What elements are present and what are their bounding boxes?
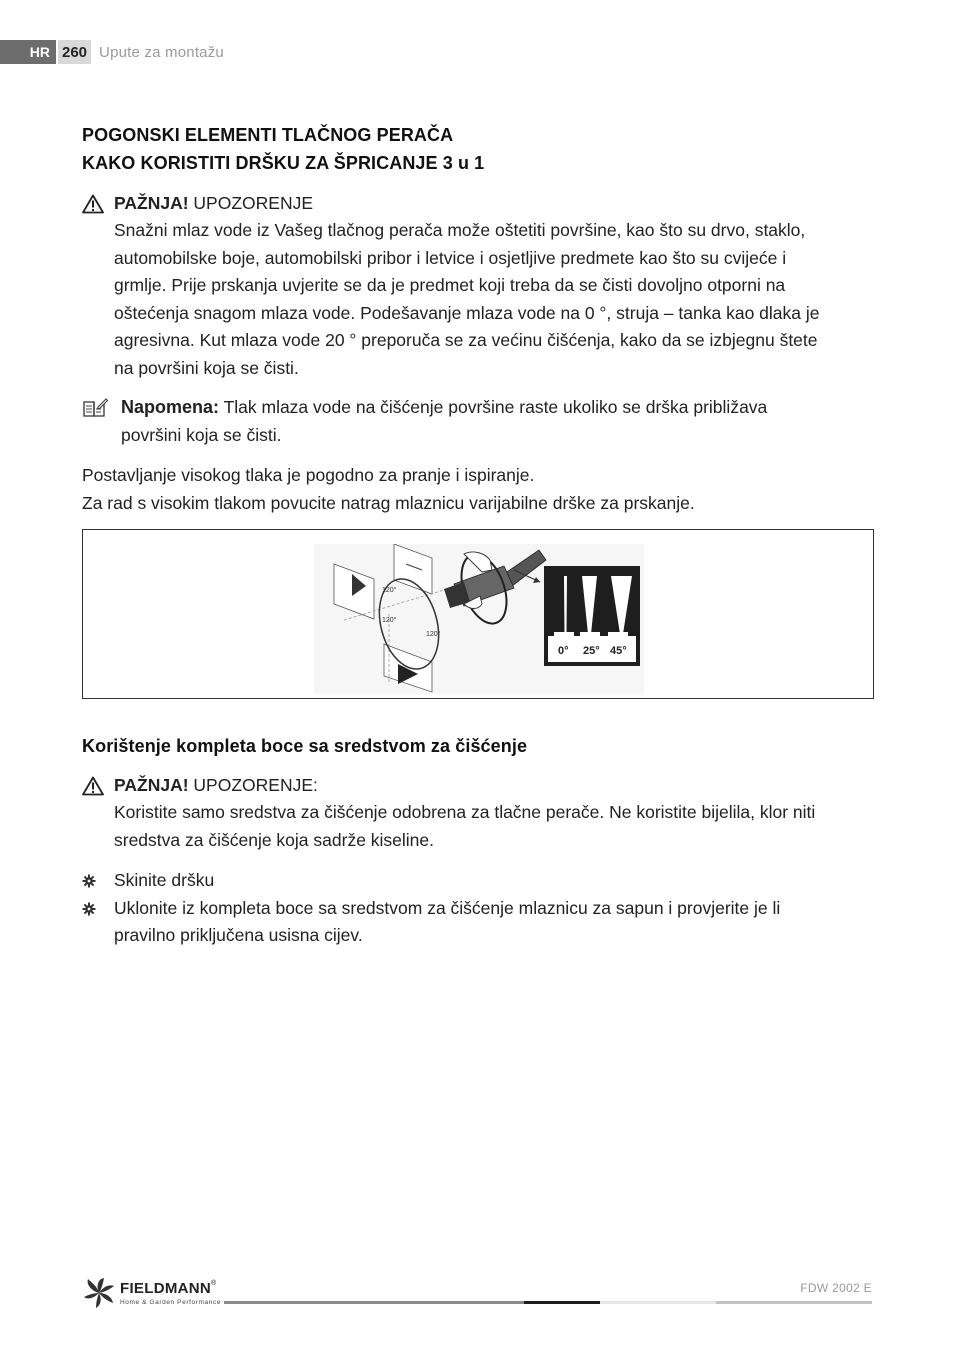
- warning-label: PAŽNJA!: [114, 192, 189, 213]
- angle-label-3: 120°: [426, 631, 441, 638]
- nozzle-illustration: [314, 544, 644, 694]
- section-2-title: Korištenje kompleta boce sa sredstvom za čišćenje: [82, 736, 528, 756]
- steps-list: [82, 867, 874, 950]
- fieldmann-logo: [82, 1277, 221, 1309]
- warning-line: Koristite samo sredstva za čišćenje odobrena za tlačne perače. Ne koristite bijelila, klor niti: [114, 802, 816, 822]
- footer-divider: [224, 1301, 524, 1304]
- footer-divider-accent: [524, 1301, 600, 1304]
- swirl-logo-icon: [82, 1277, 116, 1309]
- gear-bullet-icon: [82, 874, 96, 888]
- list-item: [82, 895, 874, 950]
- note-text-line-2: površini koja se čisti.: [121, 424, 282, 445]
- warning-line: automobilske boje, automobilski pribor i letvice i osjetljive predmete kao što su cvijeće i: [114, 247, 787, 268]
- step-text: pravilno priključena usisna cijev.: [114, 925, 363, 945]
- pressure-instructions: [82, 462, 874, 517]
- brand-tagline: Home & Garden Performance: [120, 1298, 221, 1306]
- spray-angle-45: 45°: [610, 645, 627, 657]
- model-number: FDW 2002 E: [800, 1281, 872, 1295]
- spray-nozzle-figure: [82, 529, 874, 699]
- open-book-note-icon: [82, 398, 108, 418]
- angle-label-2: 120°: [382, 617, 397, 624]
- footer-divider-end: [716, 1301, 872, 1304]
- warning-line: Snažni mlaz vode iz Vašeg tlačnog perača može oštetiti površine, kao što su drvo, staklo,: [114, 220, 806, 240]
- warning-title: UPOZORENJE:: [193, 774, 318, 795]
- warning-label: PAŽNJA!: [114, 774, 189, 795]
- list-item: [82, 867, 874, 895]
- brand-name: FIELDMANN: [120, 1279, 212, 1297]
- page-number: 260: [58, 40, 91, 64]
- spray-angle-0: 0°: [558, 645, 569, 657]
- warning-line: agresivna. Kut mlaza vode 20 ° preporuča se za većinu čišćenja, kako da se izbjegnu štete: [114, 330, 818, 350]
- spray-angle-25: 25°: [583, 645, 600, 657]
- heading-line-1: POGONSKI ELEMENTI TLAČNOG PERAČA: [82, 125, 454, 145]
- footer-divider-light: [600, 1301, 716, 1304]
- page-header: [0, 40, 224, 64]
- warning-title: UPOZORENJE: [193, 192, 314, 213]
- note-text-line-1: Tlak mlaza vode na čišćenje površine raste ukoliko se drška približava: [223, 397, 768, 417]
- section-heading: [82, 121, 874, 177]
- warning-line: na površini koja se čisti.: [114, 357, 299, 378]
- warning-line: oštećenja snagom mlaza vode. Podešavanje mlaza vode na 0 °, struja – tanka kao dlaka je: [114, 302, 820, 323]
- step-text: Uklonite iz kompleta boce sa sredstvom za čišćenje mlaznicu za sapun i provjerite je li: [114, 897, 781, 918]
- warning-body: [82, 799, 874, 854]
- language-badge: HR: [0, 40, 56, 64]
- warning-block: [82, 190, 874, 382]
- warning-block-2: [82, 772, 874, 854]
- note-block: [82, 394, 874, 449]
- trademark: ®: [211, 1279, 217, 1287]
- warning-line: sredstva za čišćenje koja sadrže kiseline.: [114, 829, 435, 850]
- step-text: Skinite dršku: [114, 870, 215, 890]
- warning-triangle-icon: [82, 776, 104, 796]
- section-2-heading: [82, 732, 874, 760]
- gear-bullet-icon: [82, 902, 96, 916]
- pressure-line-2: Za rad s visokim tlakom povucite natrag mlaznicu varijabilne drške za prskanje.: [82, 492, 695, 513]
- warning-line: grmlje. Prije prskanja uvjerite se da je predmet koji treba da se čisti dovoljno otporni na: [114, 275, 786, 295]
- note-label: Napomena:: [121, 397, 220, 417]
- warning-triangle-icon: [82, 194, 104, 214]
- angle-label-1: 120°: [382, 587, 397, 594]
- pressure-line-1: Postavljanje visokog tlaka je pogodno za pranje i ispiranje.: [82, 465, 535, 485]
- warning-body: [82, 217, 874, 382]
- heading-line-2: KAKO KORISTITI DRŠKU ZA ŠPRICANJE 3 u 1: [82, 153, 485, 173]
- section-title: Upute za montažu: [99, 43, 224, 61]
